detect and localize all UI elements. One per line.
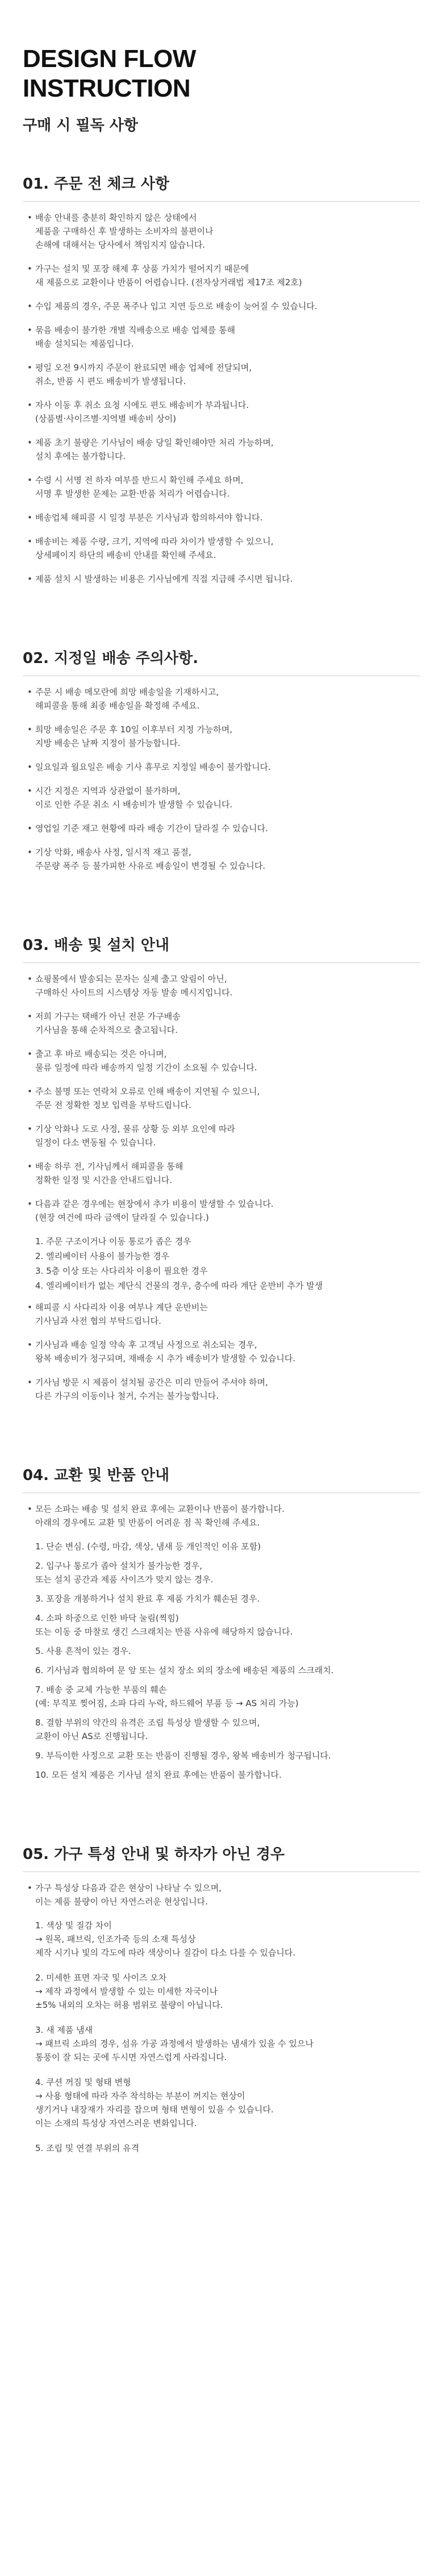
- numbered-item: [23, 1611, 420, 1639]
- item-line: 1. 단순 변심. (수령, 마감, 색상, 냄새 등 개인적인 이유 포함): [35, 1541, 261, 1552]
- bullet-item: [23, 1338, 420, 1365]
- bullet-item: [23, 1160, 420, 1187]
- item-line: • 배송 하루 전, 기사님께서 해피콜을 통해: [35, 1161, 183, 1172]
- item-line: • 모든 소파는 배송 및 설치 완료 후에는 교환이나 반품이 불가합니다.: [35, 1504, 285, 1514]
- bullet-item: [23, 1502, 420, 1529]
- numbered-item: [23, 1749, 420, 1762]
- section-exchange-return: [23, 1466, 420, 1782]
- bullet-list: [23, 211, 420, 586]
- item-line: • 가구 특성상 다음과 같은 현상이 나타날 수 있으며,: [35, 1883, 222, 1893]
- bullet-item: [23, 1375, 420, 1403]
- item-line: 물류 일정에 따라 배송까지 일정 기간이 소요될 수 있습니다.: [35, 1062, 257, 1073]
- bullet-item: [23, 760, 420, 774]
- bullet-item: [23, 1085, 420, 1112]
- item-line: (예: 부직포 찢어짐, 소파 다리 누락, 하드웨어 부품 등 → AS 처리 가능): [35, 1698, 299, 1708]
- item-line: • 시간 지정은 지역과 상관없이 불가하며,: [35, 786, 181, 796]
- bullet-list: [23, 685, 420, 873]
- item-line: 통풍이 잘 되는 곳에 두시면 자연스럽게 사라집니다.: [35, 2052, 227, 2062]
- item-line: (현장 여건에 따라 금액이 달라질 수 있습니다.): [35, 1212, 209, 1223]
- bullet-item: [23, 211, 420, 252]
- item-line: 서명 후 발생한 문제는 교환·반품 처리가 어렵습니다.: [35, 489, 230, 499]
- numbered-item: 4. 엘리베이터가 없는 계단식 건물의 경우, 층수에 따라 계단 운반비 추가 발생: [35, 1281, 323, 1291]
- bullet-item: [23, 299, 420, 313]
- section-title: 03. 배송 및 설치 안내: [23, 937, 170, 954]
- item-line: 배송 설치되는 제품입니다.: [35, 339, 134, 349]
- numbered-item: 3. 5층 이상 또는 사다리차 이용이 필요한 경우: [35, 1266, 208, 1276]
- bullet-item: [23, 822, 420, 835]
- item-line: • 다음과 같은 경우에는 현장에서 추가 비용이 발생할 수 있습니다.: [35, 1199, 274, 1209]
- item-line: 이는 소재의 특성상 자연스러운 변화입니다.: [35, 2118, 197, 2128]
- item-line: 기사님과 사전 협의 부탁드립니다.: [35, 1316, 161, 1326]
- bullet-item: [23, 398, 420, 426]
- section-title: 05. 가구 특성 안내 및 하자가 아닌 경우: [23, 1846, 285, 1863]
- item-line: 7. 배송 중 교체 가능한 부품의 훼손: [35, 1685, 167, 1695]
- item-line: 교환이 아닌 AS로 진행됩니다.: [35, 1731, 148, 1741]
- numbered-item: 2. 엘리베이터 사용이 불가능한 경우: [35, 1251, 170, 1261]
- item-line: → 사용 형태에 따라 자주 착석하는 부분이 꺼지는 현상이: [35, 2091, 245, 2101]
- item-line: 4. 쿠션 꺼짐 및 형태 변형: [35, 2077, 131, 2087]
- item-line: • 기상 악화, 배송사 사정, 일시적 재고 품절,: [35, 847, 191, 857]
- bullet-list: [23, 1881, 420, 1908]
- item-line: • 묶음 배송이 불가한 개별 직배송으로 배송 업체를 통해: [35, 325, 236, 335]
- item-line: • 제품 초기 불량은 기사님이 배송 당일 확인해야만 처리 가능하며,: [35, 437, 274, 448]
- item-line: 왕복 배송비가 청구되며, 재배송 시 추가 배송비가 발생할 수 있습니다.: [35, 1353, 296, 1364]
- item-line: • 출고 후 바로 배송되는 것은 아니며,: [35, 1049, 167, 1059]
- item-line: 3. 포장을 개봉하거나 설치 완료 후 제품 가치가 훼손된 경우.: [35, 1594, 260, 1604]
- item-line: 취소, 반품 시 편도 배송비가 발생됩니다.: [35, 376, 186, 386]
- item-line: 이로 인한 주문 취소 시 배송비가 발생할 수 있습니다.: [35, 799, 233, 810]
- bullet-list: [23, 1300, 420, 1403]
- item-line: 또는 설치 공간과 제품 사이즈가 맞지 않는 경우.: [35, 1574, 214, 1585]
- item-line: 2. 미세한 표면 자국 및 사이즈 오차: [35, 1973, 167, 1983]
- numbered-item: [23, 2141, 420, 2155]
- item-line: 손해에 대해서는 당사에서 책임지지 않습니다.: [35, 240, 206, 250]
- item-line: • 저희 가구는 택배가 아닌 전문 가구배송: [35, 1011, 181, 1022]
- section-order-check: [23, 175, 420, 586]
- bullet-item: [23, 1881, 420, 1908]
- numbered-item: [23, 2075, 420, 2130]
- bullet-item: [23, 436, 420, 463]
- item-line: 정확한 일정 및 시간을 안내드립니다.: [35, 1175, 173, 1185]
- item-line: ±5% 내외의 오차는 허용 범위로 불량이 아닙니다.: [35, 2000, 223, 2010]
- bullet-item: [23, 784, 420, 811]
- item-line: 주문 전 정확한 정보 입력을 부탁드립니다.: [35, 1100, 191, 1110]
- item-line: • 배송비는 제품 수량, 크기, 지역에 따라 차이가 발생할 수 있으니,: [35, 536, 274, 547]
- item-line: 3. 새 제품 냄새: [35, 2025, 93, 2035]
- item-line: 4. 소파 하중으로 인한 바닥 눌림(찍힘): [35, 1613, 179, 1623]
- item-line: 8. 결함 부위의 약간의 유격은 조립 특성상 발생할 수 있으며,: [35, 1718, 260, 1728]
- item-line: • 쇼핑몰에서 발송되는 문자는 실제 출고 알림이 아닌,: [35, 974, 227, 984]
- item-line: • 주문 시 배송 메모란에 희망 배송일을 기재하시고,: [35, 687, 219, 697]
- item-line: 제품을 구매하신 후 발생하는 소비자의 불편이나: [35, 226, 214, 236]
- item-line: 설치 후에는 불가합니다.: [35, 451, 126, 461]
- item-line: 생기거나 내장재가 자리를 잡으며 형태 변형이 있을 수 있습니다.: [35, 2104, 274, 2115]
- item-line: • 가구는 설치 및 포장 해제 후 상품 가치가 떨어지기 때문에: [35, 264, 249, 274]
- item-line: • 수입 제품의 경우, 주문 폭주나 입고 지연 등으로 배송이 늦어질 수 있습니다.: [35, 301, 317, 311]
- numbered-item: [23, 1716, 420, 1743]
- numbered-list: [23, 1919, 420, 2155]
- section-delivery-install: [23, 936, 420, 1403]
- section-scheduled-delivery: [23, 649, 420, 873]
- item-line: → 패브릭 소파의 경우, 섬유 가공 과정에서 발생하는 냄새가 있을 수 있으나: [35, 2039, 314, 2049]
- bullet-item: [23, 1047, 420, 1074]
- numbered-item: [23, 1683, 420, 1710]
- title-line-1: DESIGN FLOW: [23, 45, 196, 73]
- page-title: [23, 44, 420, 103]
- numbered-list: [23, 1235, 420, 1293]
- bullet-item: [23, 262, 420, 289]
- numbered-item: 1. 주문 구조이거나 이동 통로가 좁은 경우: [35, 1236, 191, 1247]
- bullet-item: [23, 473, 420, 501]
- item-line: • 영업일 기준 재고 현황에 따라 배송 기간이 달라질 수 있습니다.: [35, 823, 268, 833]
- bullet-item: [23, 723, 420, 750]
- item-line: • 배송 안내를 충분히 확인하지 않은 상태에서: [35, 212, 197, 223]
- item-line: • 희망 배송일은 주문 후 10일 이후부터 지정 가능하며,: [35, 724, 233, 735]
- bullet-item: [23, 1197, 420, 1224]
- item-line: 10. 모든 설치 제품은 기사님 설치 완료 후에는 반품이 불가합니다.: [35, 1770, 282, 1780]
- item-line: • 주소 불명 또는 연락처 오류로 인해 배송이 지연될 수 있으니,: [35, 1086, 260, 1097]
- numbered-item: [23, 1644, 420, 1658]
- section-divider: [23, 1871, 420, 1872]
- bullet-list: [23, 1502, 420, 1529]
- item-line: 지방 배송은 날짜 지정이 불가능합니다.: [35, 738, 181, 748]
- page-subtitle: 구매 시 필독 사항: [23, 117, 138, 134]
- item-line: 이는 제품 불량이 아닌 자연스러운 현상입니다.: [35, 1896, 208, 1907]
- item-line: • 기사님과 배송 일정 약속 후 고객님 사정으로 취소되는 경우,: [35, 1340, 257, 1350]
- section-title: 04. 교환 및 반품 안내: [23, 1467, 170, 1484]
- numbered-item: [23, 1664, 420, 1677]
- item-line: → 원목, 패브릭, 인조가죽 등의 소재 특성상: [35, 1934, 196, 1944]
- bullet-item: [23, 845, 420, 873]
- item-line: 제작 시기나 빛의 각도에 따라 색상이나 질감이 다소 다를 수 있습니다.: [35, 1948, 296, 1958]
- bullet-item: [23, 685, 420, 712]
- item-line: 다른 가구의 이동이나 철거, 수거는 불가능합니다.: [35, 1391, 219, 1401]
- numbered-item: [23, 1919, 420, 1960]
- section-title: 02. 지정일 배송 주의사항.: [23, 650, 199, 667]
- bullet-item: [23, 1010, 420, 1037]
- bullet-item: [23, 1122, 420, 1149]
- bullet-item: [23, 972, 420, 999]
- item-line: • 기사님 방문 시 제품이 설치될 공간은 미리 만들어 주셔야 하며,: [35, 1377, 268, 1387]
- numbered-item: [23, 2023, 420, 2064]
- item-line: 아래의 경우에도 교환 및 반품이 어려운 점 꼭 확인해 주세요.: [35, 1518, 260, 1528]
- item-line: → 제작 과정에서 발생할 수 있는 미세한 자국이나: [35, 1986, 218, 1996]
- section-divider: [23, 201, 420, 202]
- item-line: (상품별·사이즈별·지역별 배송비 상이): [35, 414, 177, 424]
- bullet-item: [23, 572, 420, 586]
- item-line: • 기상 악화나 도로 사정, 물류 상황 등 외부 요인에 따라: [35, 1124, 235, 1134]
- item-line: 2. 입구나 통로가 좁아 설치가 불가능한 경우,: [35, 1561, 203, 1571]
- bullet-list: [23, 972, 420, 1224]
- item-line: 1. 색상 및 질감 차이: [35, 1920, 112, 1931]
- item-line: 일정이 다소 변동될 수 있습니다.: [35, 1137, 156, 1148]
- bullet-item: [23, 1300, 420, 1328]
- item-line: 새 제품으로 교환이나 반품이 어렵습니다. (전자상거래법 제17조 제2호): [35, 277, 302, 287]
- bullet-item: [23, 511, 420, 524]
- section-divider: [23, 962, 420, 963]
- numbered-item: [23, 1768, 420, 1782]
- item-line: 9. 부득이한 사정으로 교환 또는 반품이 진행될 경우, 왕복 배송비가 청구됩니다.: [35, 1750, 331, 1761]
- numbered-item: [23, 1540, 420, 1553]
- title-line-2: INSTRUCTION: [23, 74, 191, 102]
- item-line: • 자사 이동 후 취소 요청 시에도 편도 배송비가 부과됩니다.: [35, 400, 249, 410]
- bullet-item: [23, 323, 420, 351]
- item-line: • 해피콜 시 사다리차 이용 여부나 계단 운반비는: [35, 1302, 208, 1312]
- item-line: 6. 기사님과 협의하여 문 앞 또는 설치 장소 외의 장소에 배송된 제품의 스크래치.: [35, 1665, 334, 1675]
- item-line: 구매하신 사이트의 시스템상 자동 발송 메시지입니다.: [35, 987, 233, 998]
- numbered-item: [23, 1592, 420, 1606]
- item-line: 또는 이동 중 마찰로 생긴 스크래치는 반품 사유에 해당하지 않습니다.: [35, 1627, 293, 1637]
- item-line: 상세페이지 하단의 배송비 안내를 확인해 주세요.: [35, 550, 216, 560]
- item-line: • 평일 오전 9시까지 주문이 완료되면 배송 업체에 전달되며,: [35, 362, 252, 373]
- item-line: • 제품 설치 시 발생하는 비용은 기사님에게 직접 지급해 주시면 됩니다.: [35, 574, 293, 584]
- bullet-item: [23, 361, 420, 388]
- item-line: 5. 조립 및 연결 부위의 유격: [35, 2143, 140, 2153]
- item-line: • 수령 시 서명 전 하자 여부를 반드시 확인해 주세요 하며,: [35, 475, 244, 485]
- item-line: • 배송업체 해피콜 시 일정 부분은 기사님과 합의하셔야 합니다.: [35, 512, 263, 523]
- numbered-item: [23, 1559, 420, 1586]
- numbered-item: [23, 1971, 420, 2012]
- section-furniture-characteristics: [23, 1845, 420, 2155]
- item-line: • 일요일과 월요일은 배송 기사 휴무로 지정일 배송이 불가합니다.: [35, 762, 271, 772]
- numbered-list: [23, 1540, 420, 1782]
- item-line: 주문량 폭주 등 불가피한 사유로 배송일이 변경될 수 있습니다.: [35, 861, 266, 871]
- item-line: 해피콜을 통해 최종 배송일을 확정해 주세요.: [35, 701, 200, 711]
- section-title: 01. 주문 전 체크 사항: [23, 176, 170, 193]
- item-line: 5. 사용 흔적이 있는 경우.: [35, 1646, 131, 1656]
- item-line: 기사님을 통해 순차적으로 출고됩니다.: [35, 1025, 178, 1035]
- bullet-item: [23, 535, 420, 562]
